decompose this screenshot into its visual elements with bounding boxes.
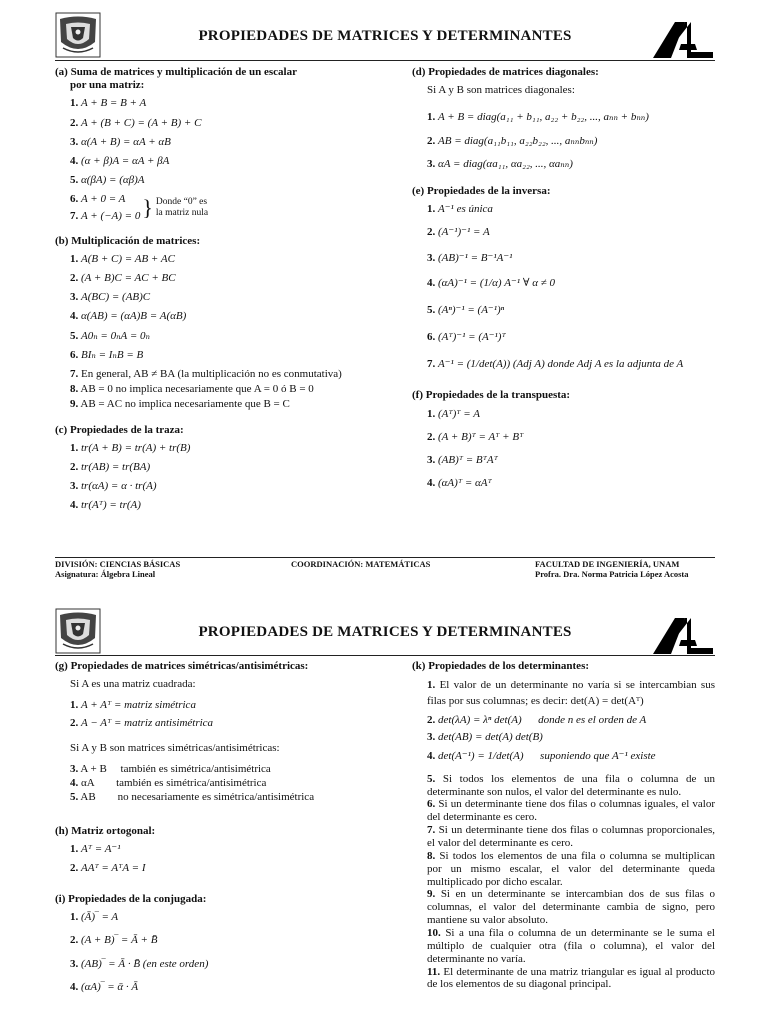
list-item: 1. A + B = B + A [70,97,147,110]
list-item: 3. (AB)‾ = Ā · B̄ (en este orden) [70,957,209,970]
list-item: 3. tr(αA) = α · tr(A) [70,480,157,493]
list-item: 1. Aᵀ = A⁻¹ [70,842,121,855]
sheet-2 [0,600,768,1024]
page-header [55,12,715,60]
property-list [412,678,715,991]
list-item: 5. A0ₙ = 0ₙA = 0ₙ [70,329,150,342]
section-title: (k) Propiedades de los determinantes: [412,660,590,672]
section-a [55,66,385,223]
list-item: 3. (AB)⁻¹ = B⁻¹A⁻¹ [427,251,513,264]
list-item: 2. A + (B + C) = (A + B) + C [70,116,202,129]
list-item: 7. A⁻¹ = (1/det(A)) (Adj A) donde Adj A es la adjunta de A [427,358,684,371]
list-item: 6. (Aᵀ)⁻¹ = (A⁻¹)ᵀ [427,331,506,344]
property-list [55,911,385,994]
section-title: (f) Propiedades de la transpuesta: [412,389,571,402]
left-column [55,66,385,525]
brace-icon: } [142,195,153,220]
list-item: 4. det(A⁻¹) = 1/det(A) suponiendo que A⁻¹ existe [427,749,656,762]
list-item: 7. En general, AB ≠ BA (la multiplicación no es conmutativa) [70,368,342,380]
list-item: 1. tr(A + B) = tr(A) + tr(B) [70,441,191,454]
list-item: 2. (A + B)C = AC + BC [70,272,176,285]
list-item: 2. AAᵀ = AᵀA = I [70,861,146,874]
list-item: 8. Si todos los elementos de una fila o columna se multiplican por un mismo escalar, el valor del determinante queda multiplicado por dicho escalar. [427,849,716,888]
footer-facultad: FACULTAD DE INGENIERÍA, UNAM [535,559,680,569]
footer-division: DIVISIÓN: CIENCIAS BÁSICAS [55,559,181,569]
list-item: 4. α(AB) = (αA)B = A(αB) [70,310,187,323]
list-item: 7. A + (−A) = 0 [70,209,141,222]
algebra-logo-icon [651,18,715,60]
list-item: 4. (αA)ᵀ = αAᵀ [427,477,492,490]
section-f [412,389,715,490]
list-item: 3. A(BC) = (AB)C [70,291,151,304]
list-item: 2. (A⁻¹)⁻¹ = A [427,226,490,239]
list-item-group [70,193,385,222]
list-item: 11. El determinante de una matriz triangular es igual al producto de los elementos de su diagonal principal. [427,965,715,991]
note-line: Donde “0” es [155,197,208,208]
footer-left [55,560,285,580]
list-item: 5. (Aⁿ)⁻¹ = (A⁻¹)ⁿ [427,303,505,316]
list-item: 1. (Aᵀ)ᵀ = A [427,407,480,420]
list-item: 3. det(AB) = det(A) det(B) [427,730,543,743]
property-list [55,97,385,222]
section-d [412,66,715,171]
page-title: PROPIEDADES DE MATRICES Y DETERMINANTES [198,28,572,44]
section-title: (d) Propiedades de matrices diagonales: [412,66,599,78]
list-item: 4. αA también es simétrica/antisimétrica [70,777,267,790]
list-item: 2. AB = diag(a₁₁b₁₁, a₂₂b₂₂, ..., aₙₙbₙₙ) [427,134,598,147]
header-rule [55,60,715,61]
list-item: 2. det(λA) = λⁿ det(A) donde n es el orden de A [427,714,647,727]
property-list [55,253,385,412]
section-k [412,660,715,991]
list-item: 4. tr(Aᵀ) = tr(A) [70,499,141,512]
section-title [55,66,385,92]
list-item: 4. (αA)‾ = ᾱ · Ā [70,980,139,993]
section-h [55,825,385,876]
list-item: 1. (Ā)‾ = A [70,911,119,924]
section-title-line1: (a) Suma de matrices y multiplicación de un escalar [55,66,297,78]
list-item: 2. tr(AB) = tr(BA) [70,460,151,473]
list-item: 8. AB = 0 no implica necesariamente que A = 0 ó B = 0 [70,383,314,396]
list-item: 1. El valor de un determinante no varía si se intercambian sus filas por sus columnas; es decir: det(A) = det(Aᵀ) [427,679,715,708]
list-item: 1. A + Aᵀ = matriz simétrica [70,699,196,712]
list-item: 6. A + 0 = A [70,193,126,206]
section-title: (b) Multiplicación de matrices: [55,234,201,247]
footer-coordinacion: COORDINACIÓN: MATEMÁTICAS [291,559,431,569]
list-item: 4. (α + β)A = αA + βA [70,154,170,167]
section-title: (e) Propiedades de la inversa: [412,184,551,197]
list-item: 5. Si todos los elementos de una fila o columna de un determinante son nulos, el valor del determinante es nulo. [427,772,715,798]
section-title: (i) Propiedades de la conjugada: [55,893,207,906]
list-item: 2. (A + B)ᵀ = Aᵀ + Bᵀ [427,430,524,443]
footer-rule [55,557,715,558]
section-c [55,424,385,513]
section-intro: Si A es una matriz cuadrada: [70,678,196,691]
list-item: 6. Si un determinante tiene dos filas o columnas iguales, el valor del determinante es cero. [427,798,716,824]
list-item: 10. Si a una fila o columna de un determinante se le suma el múltiplo de cualquier otra (fila o columna), el valor del determinante no varía. [427,926,715,965]
property-list [55,763,385,805]
list-item: 1. A + B = diag(a₁₁ + b₁₁, a₂₂ + b₂₂, ..., aₙₙ + bₙₙ) [427,111,649,124]
list-item: 2. A − Aᵀ = matriz antisimétrica [70,716,214,729]
footer-profesora: Profra. Dra. Norma Patricia López Acosta [535,568,689,579]
footer-right [535,560,715,580]
page-header [55,608,715,656]
property-list [412,111,715,171]
list-item: 5. AB no necesariamente es simétrica/antisimétrica [70,791,315,804]
section-i [55,893,385,994]
page-title: PROPIEDADES DE MATRICES Y DETERMINANTES [198,624,572,640]
section-intro: Si A y B son matrices diagonales: [427,84,575,97]
section-title: (g) Propiedades de matrices simétricas/antisimétricas: [55,660,309,672]
list-item: 3. A + B también es simétrica/antisimétrica [70,762,271,775]
section-e [412,185,715,372]
section-title: (h) Matriz ortogonal: [55,824,156,837]
property-list [55,699,385,729]
note-line: la matriz nula [155,208,209,218]
property-list [55,442,385,513]
algebra-logo-icon [651,614,715,656]
list-item: 6. BIₙ = IₙB = B [70,348,144,361]
list-item: 3. αA = diag(αa₁₁, αa₂₂, ..., αaₙₙ) [427,157,573,170]
list-item: 9. AB = AC no implica necesariamente que B = C [70,398,290,411]
list-item: 3. α(A + B) = αA + αB [70,135,171,148]
list-item: 1. A⁻¹ es única [427,203,493,216]
left-column [55,660,385,1006]
list-item: 5. α(βA) = (αβ)A [70,174,145,187]
header-rule [55,655,715,656]
property-list [412,408,715,491]
list-item: 7. Si un determinante tiene dos filas o columnas proporcionales, el valor del determinante es cero. [427,824,715,849]
property-list [412,203,715,371]
section-title-line2: por una matriz: [70,79,145,92]
list-item: 1. A(B + C) = AB + AC [70,252,175,265]
right-column [412,660,715,1003]
section-b [55,235,385,412]
footer-asignatura: Asignatura: Álgebra Lineal [55,568,156,579]
section-g [55,660,385,805]
right-column [412,66,715,502]
section-intro: Si A y B son matrices simétricas/antisimétricas: [70,741,280,754]
list-item: 2. (A + B)‾ = Ā + B̄ [70,934,158,947]
list-item: 3. (AB)ᵀ = BᵀAᵀ [427,454,498,466]
list-item: 4. (αA)⁻¹ = (1/α) A⁻¹ ∀ α ≠ 0 [427,276,556,289]
brace-note [156,197,208,219]
property-list [55,843,385,875]
list-item: 9. Si en un determinante se intercambian dos de sus filas o columnas, el valor del determinante cambia de signo, pero mantiene su valor absoluto. [427,888,716,927]
section-title: (c) Propiedades de la traza: [55,423,184,436]
